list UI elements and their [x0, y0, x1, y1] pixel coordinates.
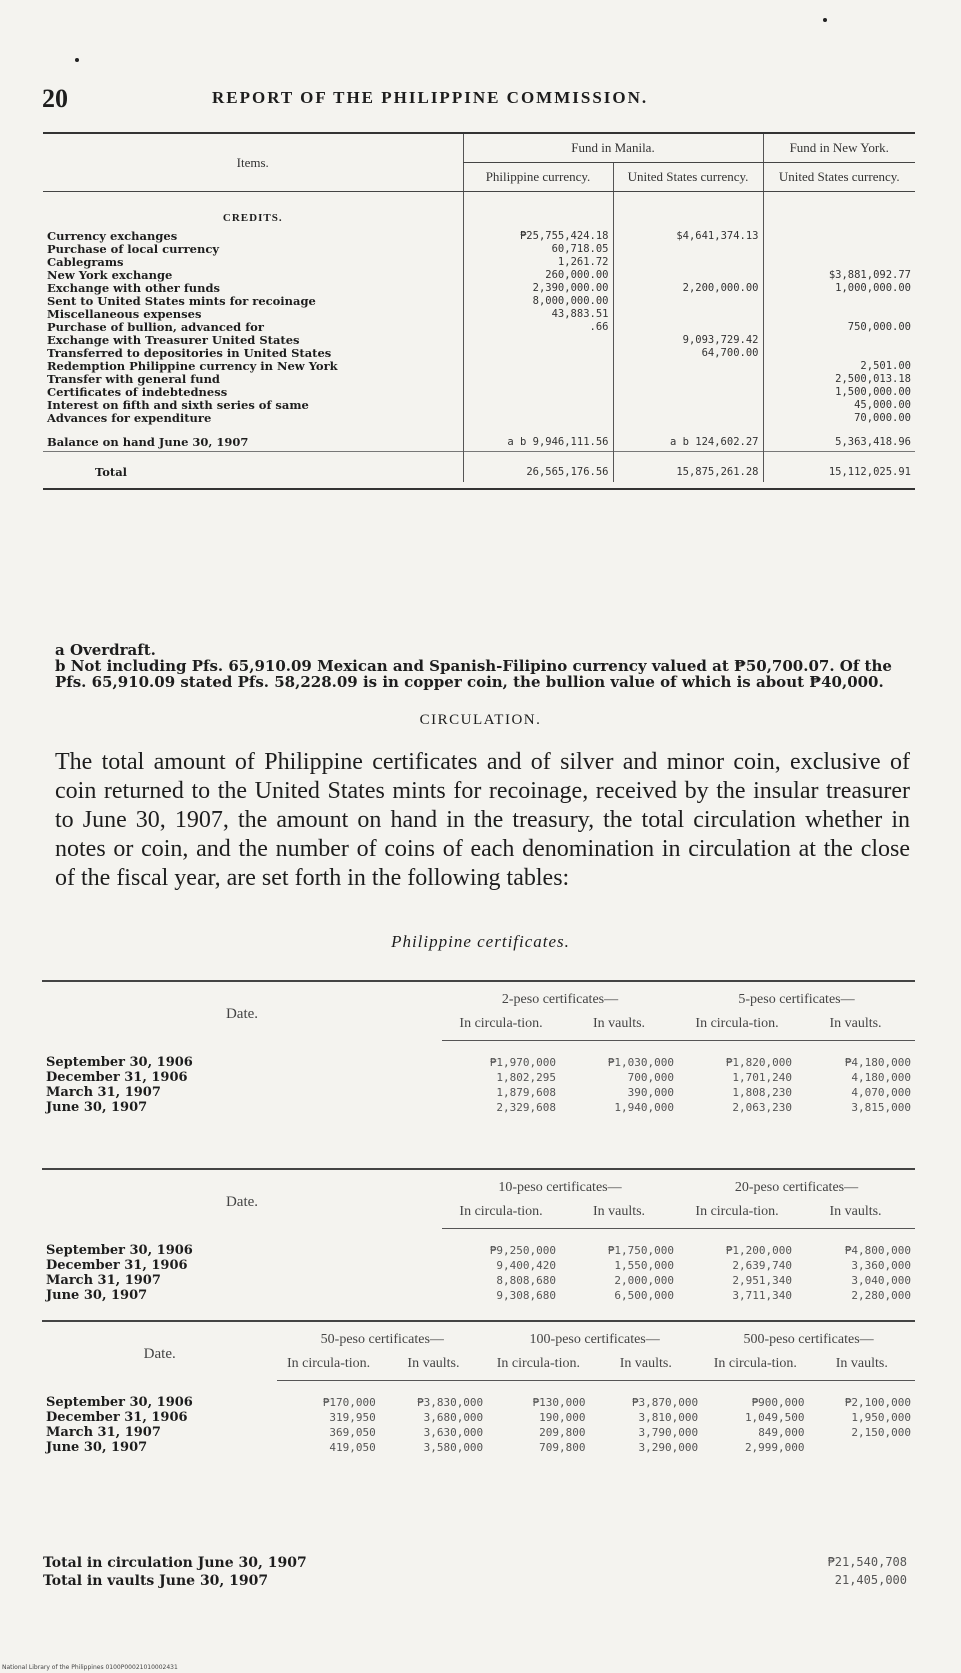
value-cell: 390,000 [627, 1086, 674, 1099]
value-cell: 3,040,000 [851, 1274, 911, 1287]
ink-speck [823, 18, 827, 22]
row-label: Advances for expenditure [47, 411, 212, 425]
us-manila-value: 9,093,729.42 [613, 334, 763, 347]
peso-value: 8,000,000.00 [463, 295, 613, 308]
peso-value [463, 334, 613, 347]
in-vaults-header: In vaults. [560, 1012, 678, 1041]
value-cell: 1,879,608 [496, 1086, 556, 1099]
value-cell: 3,580,000 [423, 1441, 484, 1454]
peso-value: 260,000.00 [463, 269, 613, 282]
row-label: Total [43, 452, 463, 483]
group-header: 2-peso certificates— [442, 981, 678, 1012]
value-cell: 709,800 [539, 1441, 586, 1454]
us-ny-value [763, 334, 915, 347]
in-circulation-header: In circula-tion. [442, 1200, 560, 1229]
peso-value [463, 386, 613, 399]
peso-value: a b 9,946,111.56 [463, 425, 613, 452]
us-manila-value: $4,641,374.13 [613, 230, 763, 243]
us-manila-value [613, 386, 763, 399]
value-cell: ₱2,100,000 [844, 1396, 911, 1409]
us-ny-value: 15,112,025.91 [763, 452, 915, 483]
table-row [43, 256, 915, 269]
us-manila-value: 15,875,261.28 [613, 452, 763, 483]
value-cell: 2,639,740 [732, 1259, 792, 1272]
us-manila-value [613, 256, 763, 269]
value-cell: 6,500,000 [614, 1289, 674, 1302]
date-cell: December 31, 1906 [46, 1258, 188, 1273]
us-ny-value: 1,000,000.00 [763, 282, 915, 295]
value-cell: ₱1,200,000 [725, 1244, 792, 1257]
in-vaults-header: In vaults. [796, 1012, 915, 1041]
value-cell: 2,329,608 [496, 1101, 556, 1114]
row-label: Purchase of bullion, advanced for [47, 320, 264, 334]
peso-value [463, 412, 613, 425]
section-heading: CIRCULATION. [419, 712, 542, 728]
total-row [43, 452, 915, 483]
peso-value: .66 [463, 321, 613, 334]
date-header: Date. [42, 981, 442, 1041]
row-label: Sent to United States mints for recoinage [47, 294, 316, 308]
running-head: REPORT OF THE PHILIPPINE COMMISSION. [212, 88, 649, 107]
value-cell: 2,063,230 [732, 1101, 792, 1114]
value-cell: 8,808,680 [496, 1274, 556, 1287]
value-cell: 9,308,680 [496, 1289, 556, 1302]
value-cell [809, 1440, 915, 1467]
group-header: 100-peso certificates— [487, 1321, 702, 1352]
ink-speck [75, 58, 79, 62]
value-cell: 849,000 [758, 1426, 805, 1439]
us-ny-value: 750,000.00 [763, 321, 915, 334]
value-cell: 2,000,000 [614, 1274, 674, 1287]
peso-value [463, 360, 613, 373]
table-row [42, 1085, 915, 1100]
table-row [43, 243, 915, 256]
us-ny-value: 1,500,000.00 [763, 386, 915, 399]
us-ny-value: 2,501.00 [763, 360, 915, 373]
total-vaults-row [43, 1573, 915, 1591]
in-vaults-header: In vaults. [796, 1200, 915, 1229]
scan-footer: National Library of the Philippines 0100P00021010002431 [2, 1664, 178, 1671]
row-label: Miscellaneous expenses [47, 307, 202, 321]
body-paragraph: The total amount of Philippine certificates and of silver and minor coin, exclusive of coin returned to the United States mints for recoinage, received by the insular treasurer to June 30, 1907, the amount on hand in the treasury, the total circulation whether in notes or coin, and the number of coins of each denomination in circulation at the close of the fiscal year, are set forth in the following tables: [55, 749, 910, 891]
certificates-table-50-100-500 [42, 1320, 915, 1467]
table-row [42, 1381, 915, 1411]
peso-value: 43,883.51 [463, 308, 613, 321]
date-cell: June 30, 1907 [46, 1288, 148, 1303]
us-manila-value: a b 124,602.27 [613, 425, 763, 452]
in-vaults-header: In vaults. [590, 1352, 703, 1381]
value-cell: 419,050 [329, 1441, 376, 1454]
total-vaults-label: Total in vaults June 30, 1907 [43, 1573, 269, 1589]
value-cell: ₱1,750,000 [607, 1244, 674, 1257]
page-header [42, 84, 922, 116]
table-row [42, 1288, 915, 1315]
date-cell: December 31, 1906 [46, 1410, 188, 1425]
us-currency-ny-header: United States currency. [763, 163, 915, 192]
date-cell: March 31, 1907 [46, 1085, 161, 1100]
balance-row [43, 425, 915, 452]
value-cell: ₱3,830,000 [416, 1396, 484, 1409]
us-ny-value [763, 347, 915, 360]
row-label: Exchange with other funds [47, 281, 221, 295]
row-label: Currency exchanges [47, 229, 178, 243]
table-row [42, 1229, 915, 1259]
value-cell: ₱4,180,000 [844, 1056, 911, 1069]
value-cell: 1,701,240 [732, 1071, 792, 1084]
value-cell: 4,180,000 [851, 1071, 911, 1084]
date-cell: March 31, 1907 [46, 1425, 161, 1440]
us-ny-value [763, 256, 915, 269]
table-row [42, 1258, 915, 1273]
table-row [42, 1440, 915, 1467]
peso-value [463, 347, 613, 360]
table-row [42, 1410, 915, 1425]
us-manila-value [613, 243, 763, 256]
group-header: 10-peso certificates— [442, 1169, 678, 1200]
row-label: Certificates of indebtedness [47, 385, 228, 399]
value-cell: 369,050 [329, 1426, 376, 1439]
certificates-table-2-5 [42, 980, 915, 1127]
date-cell: September 30, 1906 [46, 1242, 193, 1258]
us-manila-value: 64,700.00 [613, 347, 763, 360]
us-manila-value: 2,200,000.00 [613, 282, 763, 295]
value-cell: 3,290,000 [638, 1441, 699, 1454]
table-row [42, 1070, 915, 1085]
row-label: Transferred to depositories in United States [47, 346, 332, 360]
credits-table [43, 132, 915, 490]
peso-value: 60,718.05 [463, 243, 613, 256]
value-cell: 1,550,000 [614, 1259, 674, 1272]
date-cell: June 30, 1907 [46, 1100, 148, 1115]
value-cell: ₱9,250,000 [489, 1244, 556, 1257]
items-header: Items. [43, 133, 463, 192]
credits-label: CREDITS. [222, 211, 283, 224]
row-label: New York exchange [47, 268, 173, 282]
value-cell: 2,951,340 [732, 1274, 792, 1287]
total-circulation-value: ₱21,540,708 [827, 1555, 907, 1569]
date-cell: December 31, 1906 [46, 1070, 188, 1085]
us-manila-value [613, 308, 763, 321]
group-header: 50-peso certificates— [277, 1321, 487, 1352]
row-label: Purchase of local currency [47, 242, 220, 256]
date-cell: September 30, 1906 [46, 1054, 193, 1070]
us-manila-value [613, 399, 763, 412]
in-circulation-header: In circula-tion. [702, 1352, 808, 1381]
page-number: 20 [42, 84, 68, 113]
value-cell: 1,808,230 [732, 1086, 792, 1099]
in-circulation-header: In circula-tion. [277, 1352, 379, 1381]
value-cell: 700,000 [627, 1071, 674, 1084]
in-circulation-header: In circula-tion. [678, 1200, 796, 1229]
peso-currency-header: Philippine currency. [463, 163, 613, 192]
peso-value [463, 399, 613, 412]
row-label: Transfer with general fund [47, 372, 220, 386]
value-cell: 9,400,420 [496, 1259, 556, 1272]
peso-value: 26,565,176.56 [463, 452, 613, 483]
value-cell: 1,049,500 [744, 1411, 805, 1424]
total-circulation-row [43, 1555, 915, 1573]
value-cell: 209,800 [539, 1426, 586, 1439]
in-vaults-header: In vaults. [380, 1352, 487, 1381]
value-cell: 2,999,000 [744, 1441, 805, 1454]
value-cell: 3,810,000 [638, 1411, 699, 1424]
peso-value [463, 373, 613, 386]
us-ny-value [763, 308, 915, 321]
us-manila-value [613, 360, 763, 373]
value-cell: 3,790,000 [638, 1426, 699, 1439]
peso-value: 2,390,000.00 [463, 282, 613, 295]
ny-fund-header: Fund in New York. [763, 133, 915, 163]
table-caption: Philippine certificates. [391, 932, 570, 951]
value-cell: 3,711,340 [732, 1289, 792, 1302]
value-cell: 190,000 [539, 1411, 586, 1424]
us-manila-value [613, 295, 763, 308]
row-label: Interest on fifth and sixth series of same [47, 398, 309, 412]
value-cell: ₱1,820,000 [725, 1056, 792, 1069]
row-label: Cablegrams [47, 255, 124, 269]
value-cell: 3,815,000 [851, 1101, 911, 1114]
group-header: 20-peso certificates— [678, 1169, 915, 1200]
value-cell: ₱4,800,000 [844, 1244, 911, 1257]
certificates-table-10-20 [42, 1168, 915, 1315]
value-cell: ₱1,970,000 [489, 1056, 556, 1069]
value-cell: 3,680,000 [423, 1411, 484, 1424]
group-header: 5-peso certificates— [678, 981, 915, 1012]
total-circulation-label: Total in circulation June 30, 1907 [43, 1555, 307, 1571]
footnotes [55, 642, 910, 690]
us-ny-value: 5,363,418.96 [763, 425, 915, 452]
us-manila-value [613, 321, 763, 334]
us-ny-value [763, 243, 915, 256]
peso-value: 1,261.72 [463, 256, 613, 269]
row-label: Redemption Philippine currency in New York [47, 359, 338, 373]
in-circulation-header: In circula-tion. [678, 1012, 796, 1041]
footnote-a: a Overdraft. [55, 641, 156, 659]
value-cell: ₱130,000 [532, 1396, 586, 1409]
totals-block [43, 1555, 915, 1591]
value-cell: 4,070,000 [851, 1086, 911, 1099]
group-header: 500-peso certificates— [702, 1321, 915, 1352]
table-row [42, 1425, 915, 1440]
value-cell: ₱170,000 [322, 1396, 376, 1409]
us-manila-value [613, 269, 763, 282]
value-cell: ₱1,030,000 [607, 1056, 674, 1069]
footnote-b: b Not including Pfs. 65,910.09 Mexican and Spanish-Filipino currency valued at ₱50,700.07. Of the Pfs. 65,910.09 stated Pfs. 58,228.09 is in copper coin, the bullion value of which is about ₱40,000. [55, 657, 892, 691]
row-label: Exchange with Treasurer United States [47, 333, 300, 347]
value-cell: 2,280,000 [851, 1289, 911, 1302]
value-cell: 319,950 [329, 1411, 376, 1424]
row-label: Balance on hand June 30, 1907 [47, 434, 249, 449]
us-ny-value: 2,500,013.18 [763, 373, 915, 386]
us-ny-value [763, 295, 915, 308]
in-circulation-header: In circula-tion. [442, 1012, 560, 1041]
in-circulation-header: In circula-tion. [487, 1352, 589, 1381]
manila-fund-header: Fund in Manila. [463, 133, 763, 163]
value-cell: 1,950,000 [851, 1411, 911, 1424]
us-manila-value [613, 412, 763, 425]
us-currency-manila-header: United States currency. [613, 163, 763, 192]
value-cell: 1,802,295 [496, 1071, 556, 1084]
date-cell: September 30, 1906 [46, 1394, 193, 1410]
table-row [43, 412, 915, 425]
value-cell: 3,630,000 [423, 1426, 484, 1439]
value-cell: 2,150,000 [851, 1426, 911, 1439]
date-cell: March 31, 1907 [46, 1273, 161, 1288]
us-ny-value [763, 230, 915, 243]
table-row [42, 1100, 915, 1127]
table-row [42, 1273, 915, 1288]
value-cell: 3,360,000 [851, 1259, 911, 1272]
table-row [42, 1041, 915, 1071]
us-manila-value [613, 373, 763, 386]
date-header: Date. [42, 1321, 277, 1381]
date-header: Date. [42, 1169, 442, 1229]
value-cell: 1,940,000 [614, 1101, 674, 1114]
value-cell: ₱900,000 [751, 1396, 805, 1409]
total-vaults-value: 21,405,000 [834, 1573, 907, 1587]
in-vaults-header: In vaults. [809, 1352, 915, 1381]
us-ny-value: 45,000.00 [763, 399, 915, 412]
us-ny-value: $3,881,092.77 [763, 269, 915, 282]
in-vaults-header: In vaults. [560, 1200, 678, 1229]
us-ny-value: 70,000.00 [763, 412, 915, 425]
peso-value: ₱25,755,424.18 [463, 230, 613, 243]
date-cell: June 30, 1907 [46, 1440, 148, 1455]
value-cell: ₱3,870,000 [631, 1396, 699, 1409]
